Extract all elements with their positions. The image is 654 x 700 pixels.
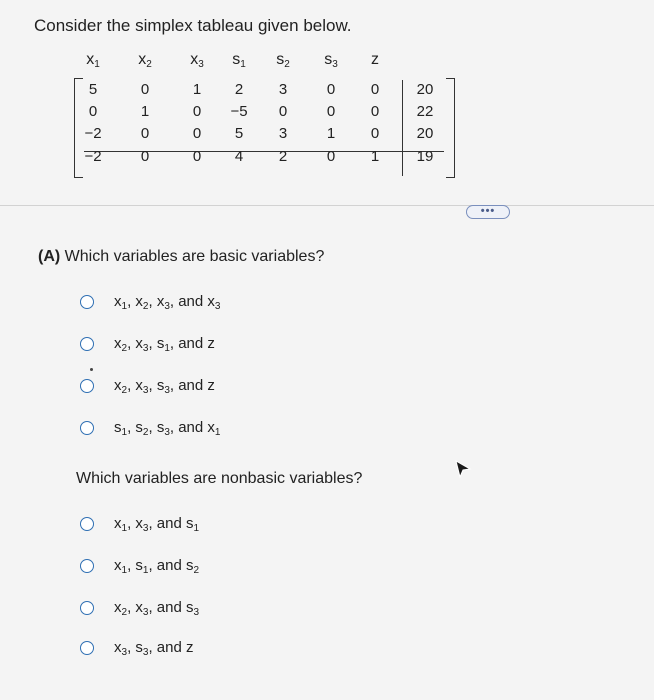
option-text: ,	[148, 292, 157, 310]
variable-symbol: x	[135, 334, 143, 352]
tableau-header-2	[128, 50, 162, 75]
tableau-cell: 0	[140, 81, 150, 98]
radio-button[interactable]	[80, 421, 94, 435]
radio-button[interactable]	[80, 517, 94, 531]
radio-button[interactable]	[80, 559, 94, 573]
variable-symbol: s	[156, 418, 165, 436]
variable-subscript: 1	[121, 426, 128, 438]
variable-subscript: 2	[121, 606, 128, 618]
tableau-header-var: x	[138, 51, 147, 68]
variable-subscript: 2	[142, 426, 149, 438]
variable-subscript: 3	[214, 300, 221, 312]
tableau-cell: 0	[140, 125, 150, 142]
tableau-header-subscript: 1	[94, 59, 100, 70]
option-label	[114, 419, 220, 438]
option-text: ,	[148, 376, 157, 394]
variable-symbol: x	[114, 638, 122, 656]
tableau-header-5	[266, 50, 300, 75]
option-text: ,	[127, 514, 136, 532]
tableau-cell: 4	[234, 148, 244, 165]
tableau-cell: 5	[234, 125, 244, 142]
rhs-separator-line	[402, 80, 403, 176]
mouse-pointer-icon	[452, 458, 474, 480]
tableau-rhs-cell: 20	[416, 125, 434, 142]
tableau-header-3	[180, 50, 214, 75]
variable-symbol: x	[207, 418, 215, 436]
variable-subscript: 3	[164, 426, 170, 438]
variable-symbol: x	[135, 598, 143, 616]
variable-subscript: 3	[164, 300, 170, 312]
option-text: , and	[148, 598, 186, 616]
tableau-cell: 1	[370, 148, 380, 165]
nonbasic-option-3[interactable]	[80, 596, 199, 620]
radio-button[interactable]	[80, 295, 94, 309]
variable-subscript: 1	[193, 522, 200, 534]
tableau-cell: 0	[370, 103, 380, 120]
tableau-cell: 3	[278, 81, 288, 98]
variable-subscript: 1	[121, 522, 128, 534]
option-text: , and	[148, 556, 186, 574]
variable-symbol: x	[114, 598, 122, 616]
variable-subscript: 3	[142, 606, 149, 618]
option-text: , and z	[148, 638, 194, 656]
tableau-header-7	[358, 50, 392, 70]
variable-symbol: s	[135, 556, 143, 574]
basic-option-3[interactable]	[80, 374, 215, 398]
tableau-cell: 1	[326, 125, 336, 142]
tableau-header-subscript: 2	[146, 59, 152, 70]
tableau-cell: 0	[370, 81, 380, 98]
variable-symbol: s	[156, 334, 165, 352]
tableau-rhs-cell: 22	[416, 103, 434, 120]
option-text: ,	[127, 376, 136, 394]
option-text: , and	[169, 292, 208, 310]
tableau-header-subscript: 3	[332, 59, 338, 70]
tableau-cell: 2	[234, 81, 244, 98]
tableau-header-6	[314, 50, 348, 75]
variable-subscript: 1	[121, 564, 128, 576]
tableau-cell: 3	[278, 125, 288, 142]
variable-subscript: 3	[142, 384, 149, 396]
variable-symbol: x	[114, 376, 122, 394]
tableau-cell: 0	[192, 103, 202, 120]
variable-subscript: 3	[142, 646, 149, 658]
option-text: , and	[148, 514, 186, 532]
tableau-cell: 0	[326, 103, 336, 120]
tableau-cell: 0	[192, 148, 202, 165]
tableau-cell: 1	[140, 103, 150, 120]
variable-subscript: 2	[121, 384, 128, 396]
variable-subscript: 3	[121, 646, 128, 658]
tableau-header-var: s	[276, 51, 285, 68]
option-label	[114, 599, 199, 618]
section-divider	[0, 205, 654, 206]
question-a-text: Which variables are basic variables?	[60, 248, 325, 265]
nonbasic-option-2[interactable]	[80, 554, 199, 578]
more-options-button[interactable]: •••	[466, 205, 510, 219]
variable-symbol: x	[135, 514, 143, 532]
question-a-prefix: (A)	[38, 248, 61, 265]
variable-symbol: x	[135, 292, 143, 310]
radio-button[interactable]	[80, 337, 94, 351]
variable-subscript: 1	[214, 426, 221, 438]
variable-symbol: x	[114, 334, 122, 352]
tableau-rhs-cell: 20	[416, 81, 434, 98]
tableau-cell: −5	[230, 103, 248, 120]
tableau-header-subscript: 1	[240, 59, 246, 70]
tableau-cell: 0	[88, 103, 98, 120]
variable-symbol: s	[135, 638, 143, 656]
variable-symbol: s	[114, 418, 122, 436]
variable-symbol: s	[186, 514, 194, 532]
option-text: ,	[127, 638, 136, 656]
variable-subscript: 2	[193, 564, 200, 576]
variable-subscript: 1	[164, 342, 170, 354]
variable-subscript: 2	[142, 300, 149, 312]
basic-option-1[interactable]	[80, 290, 220, 314]
question-b: Which variables are nonbasic variables?	[76, 470, 363, 487]
variable-subscript: 3	[142, 522, 149, 534]
problem-title: Consider the simplex tableau given below.	[34, 16, 352, 35]
tableau-cell: 0	[278, 103, 288, 120]
variable-subscript: 3	[142, 342, 149, 354]
variable-symbol: x	[114, 556, 122, 574]
option-label	[114, 557, 199, 576]
option-text: ,	[127, 418, 136, 436]
variable-symbol: x	[207, 292, 215, 310]
option-text: ,	[148, 418, 157, 436]
variable-subscript: 1	[121, 300, 128, 312]
variable-subscript: 1	[142, 564, 149, 576]
tableau-cell: 2	[278, 148, 288, 165]
basic-option-4[interactable]	[80, 416, 220, 440]
variable-symbol: x	[135, 376, 143, 394]
tableau-cell: 0	[370, 125, 380, 142]
option-text: , and	[169, 418, 208, 436]
option-text: ,	[127, 292, 136, 310]
stray-mark	[90, 368, 93, 371]
tableau-header-var: s	[232, 51, 241, 68]
matrix-right-bracket	[446, 78, 455, 178]
tableau-cell: 0	[192, 125, 202, 142]
tableau-header-var: x	[190, 51, 199, 68]
variable-subscript: 2	[121, 342, 128, 354]
nonbasic-option-1[interactable]	[80, 512, 199, 536]
tableau-cell: 0	[326, 81, 336, 98]
tableau-cell: 0	[140, 148, 150, 165]
variable-symbol: x	[156, 292, 165, 310]
variable-symbol: s	[135, 418, 143, 436]
tableau-cell: 0	[326, 148, 336, 165]
option-label	[114, 377, 215, 396]
tableau-cell: 1	[192, 81, 202, 98]
option-text: , and z	[169, 376, 215, 394]
tableau-cell: 5	[88, 81, 98, 98]
tableau-header-subscript: 2	[284, 59, 290, 70]
option-label	[114, 515, 199, 534]
radio-button[interactable]	[80, 379, 94, 393]
option-text: ,	[148, 334, 157, 352]
tableau-header-var: z	[371, 51, 379, 68]
variable-symbol: s	[186, 598, 194, 616]
option-text: ,	[127, 556, 136, 574]
tableau-cell: −2	[84, 125, 102, 142]
option-text: , and z	[169, 334, 215, 352]
question-a	[38, 248, 324, 266]
variable-symbol: x	[114, 514, 122, 532]
simplex-tableau	[70, 50, 460, 182]
option-label	[114, 293, 220, 312]
option-text: ,	[127, 334, 136, 352]
option-label	[114, 335, 215, 354]
variable-subscript: 3	[193, 606, 200, 618]
tableau-header-4	[222, 50, 256, 75]
tableau-header-subscript: 3	[198, 59, 204, 70]
tableau-header-1	[76, 50, 110, 75]
basic-option-2[interactable]	[80, 332, 215, 356]
variable-symbol: x	[114, 292, 122, 310]
variable-symbol: s	[186, 556, 194, 574]
variable-symbol: s	[156, 376, 165, 394]
radio-button[interactable]	[80, 601, 94, 615]
variable-subscript: 3	[164, 384, 170, 396]
option-text: ,	[127, 598, 136, 616]
tableau-cell: −2	[84, 148, 102, 165]
tableau-rhs-cell: 19	[416, 148, 434, 165]
tableau-header-var: x	[86, 51, 95, 68]
tableau-header-var: s	[324, 51, 333, 68]
radio-button[interactable]	[80, 641, 94, 655]
option-label	[114, 639, 194, 658]
nonbasic-option-4[interactable]	[80, 636, 194, 660]
